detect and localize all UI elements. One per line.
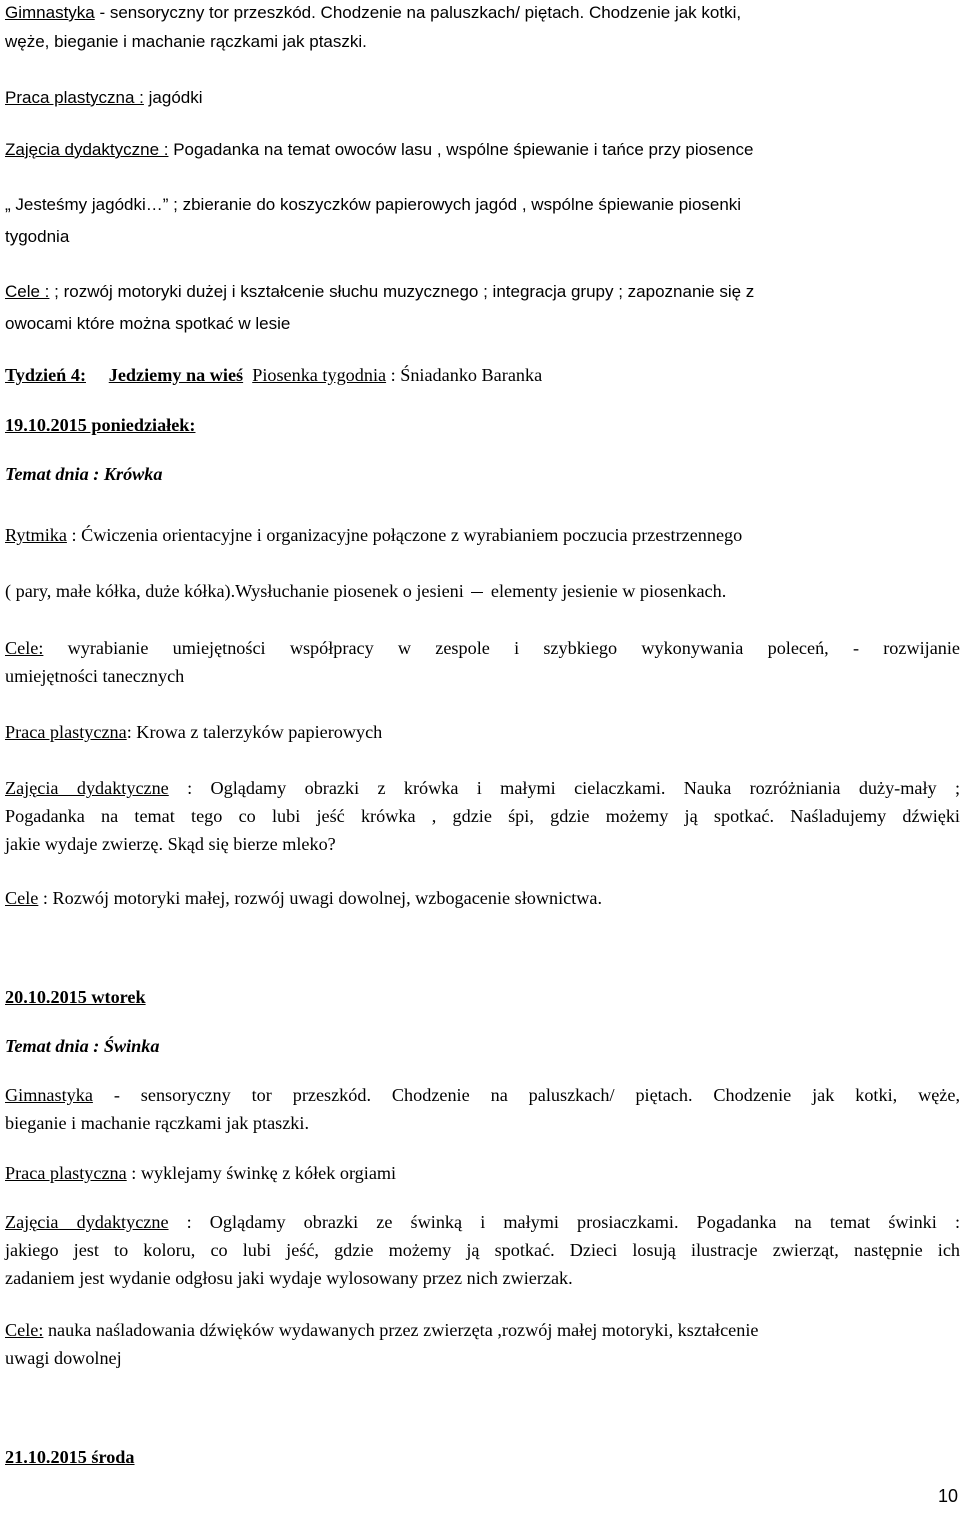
- day2-date: 20.10.2015 wtorek: [5, 987, 146, 1007]
- day2-art-line: [5, 1159, 396, 1187]
- day1-art-label: Praca plastyczna: [5, 722, 127, 742]
- dash-line: [471, 592, 483, 593]
- day1-goals2-text: : Rozwój motoryki małej, rozwój uwagi dowolnej, wzbogacenie słownictwa.: [38, 888, 603, 908]
- day1-goals2-label: Cele: [5, 888, 39, 908]
- day1-didactic-label: Zajęcia dydaktyczne: [5, 778, 169, 798]
- day2-gym-text: - sensoryczny tor przeszkód. Chodzenie na paluszkach/ piętach. Chodzenie jak kotki, węże,: [92, 1085, 960, 1105]
- intro-didactic-text-2: „ Jesteśmy jagódki…” ; zbieranie do koszyczków papierowych jagód , wspólne śpiewanie piosenki: [5, 195, 742, 214]
- intro-gym-text: - sensoryczny tor przeszkód. Chodzenie na paluszkach/ piętach. Chodzenie jak kotki,: [94, 3, 742, 22]
- day1-rhythm-label: Rytmika: [5, 525, 67, 545]
- intro-art-line: [5, 83, 203, 112]
- day1-rhythm-text-2b: elementy jesienie w piosenkach.: [486, 581, 727, 601]
- day2-gym-label: Gimnastyka: [5, 1085, 93, 1105]
- intro-didactic-line-3: [5, 222, 69, 251]
- intro-art-label: Praca plastyczna :: [5, 88, 144, 107]
- day1-date: 19.10.2015 poniedziałek:: [5, 415, 196, 435]
- day1-goals-text: wyrabianie umiejętności współpracy w zespole i szybkiego wykonywania poleceń, - rozwijanie: [43, 638, 960, 658]
- page-number: 10: [937, 1486, 958, 1506]
- intro-gym-line-2: [5, 27, 367, 56]
- day1-rhythm-text-2a: ( pary, małe kółka, duże kółka).Wysłuchanie piosenek o jesieni: [5, 581, 469, 601]
- intro-art-text: jagódki: [143, 88, 203, 107]
- day2-art-text: : wyklejamy świnkę z kółek orgiami: [126, 1163, 397, 1183]
- week-header: [5, 361, 542, 389]
- day2-goals-block: [5, 1316, 960, 1372]
- day1-goals-text-2: umiejętności tanecznych: [5, 666, 185, 686]
- intro-didactic-text: Pogadanka na temat owoców lasu , wspólne śpiewanie i tańce przy piosence: [168, 140, 754, 159]
- intro-didactic-line-2: [5, 190, 741, 219]
- intro-goals-text-2: owocami które można spotkać w lesie: [5, 314, 291, 333]
- intro-didactic-label: Zajęcia dydaktyczne :: [5, 140, 169, 159]
- day1-rhythm-line-2: [5, 577, 726, 605]
- day2-didactic-text-2: jakiego jest to koloru, co lubi jeść, gdzie możemy ją spotkać. Dzieci losują ilustracje zwierząt, następnie ich: [5, 1240, 960, 1260]
- day1-rhythm-text: : Ćwiczenia orientacyjne i organizacyjne połączone z wyrabianiem poczucia przestrzennego: [66, 525, 743, 545]
- day2-goals-text: nauka naśladowania dźwięków wydawanych przez zwierzęta ,rozwój małej motoryki, kształcenie: [43, 1320, 759, 1340]
- day3-date: 21.10.2015 środa: [5, 1447, 135, 1467]
- day1-goals-label: Cele:: [5, 638, 44, 658]
- day1-art-text: : Krowa z talerzyków papierowych: [126, 722, 383, 742]
- day2-didactic-text-3: zadaniem jest wydanie odgłosu jaki wydaje wylosowany przez nich zwierzak.: [5, 1268, 573, 1288]
- day1-theme: Temat dnia : Krówka: [5, 464, 163, 484]
- intro-gym-text-2: węże, bieganie i machanie rączkami jak ptaszki.: [5, 32, 367, 51]
- intro-goals-line: [5, 277, 754, 306]
- day1-rhythm-line: [5, 521, 742, 549]
- day2-didactic-block: [5, 1208, 960, 1292]
- song-label: Piosenka tygodnia: [252, 365, 387, 385]
- day1-didactic-text: : Oglądamy obrazki z krówka i małymi cielaczkami. Nauka rozróżniania duży-mały ;: [168, 778, 960, 798]
- song-text: : Śniadanko Baranka: [386, 365, 543, 385]
- week-label: Tydzień 4:: [5, 365, 86, 385]
- day1-didactic-block: [5, 774, 960, 858]
- intro-goals-text: ; rozwój motoryki dużej i kształcenie słuchu muzycznego ; integracja grupy ; zapoznanie się z: [49, 282, 755, 301]
- day2-goals-label: Cele:: [5, 1320, 44, 1340]
- intro-gym-label: Gimnastyka: [5, 3, 95, 22]
- intro-goals-label: Cele :: [5, 282, 50, 301]
- day1-goals2-line: [5, 884, 602, 912]
- day2-gym-text-2: bieganie i machanie rączkami jak ptaszki.: [5, 1113, 309, 1133]
- day2-didactic-text: : Oglądamy obrazki ze świnką i małymi prosiaczkami. Pogadanka na temat świnki :: [168, 1212, 960, 1232]
- day1-goals-block: [5, 634, 960, 690]
- intro-didactic-line: [5, 135, 753, 164]
- day2-gym-block: [5, 1081, 960, 1137]
- week-theme: Jedziemy na wieś: [108, 365, 244, 385]
- intro-didactic-text-3: tygodnia: [5, 227, 70, 246]
- intro-goals-line-2: [5, 309, 290, 338]
- intro-gym-line: [5, 0, 741, 27]
- day2-didactic-label: Zajęcia dydaktyczne: [5, 1212, 169, 1232]
- day1-didactic-text-2: Pogadanka na temat tego co lubi jeść krówka , gdzie śpi, gdzie możemy ją spotkać. Naśladujemy dźwięki: [5, 806, 960, 826]
- day1-didactic-text-3: jakie wydaje zwierzę. Skąd się bierze mleko?: [5, 834, 336, 854]
- day2-art-label: Praca plastyczna: [5, 1163, 127, 1183]
- day2-goals-text-2: uwagi dowolnej: [5, 1348, 122, 1368]
- day1-art-line: [5, 718, 382, 746]
- day2-theme: Temat dnia : Świnka: [5, 1036, 160, 1056]
